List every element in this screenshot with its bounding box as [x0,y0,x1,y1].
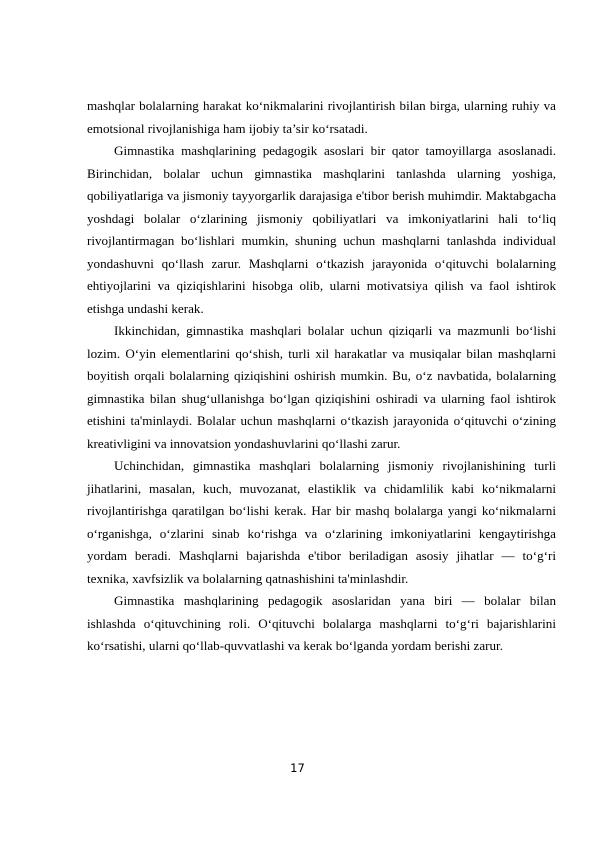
paragraph-continuation: mashqlar bolalarning harakat ko‘nikmalarini rivojlantirish bilan birga, ularning ruhiy va emotsional rivojlanishiga ham ijobiy ta’sir ko‘rsatadi. [87,98,556,136]
paragraph: Gimnastika mashqlarining pedagogik asoslari bir qator tamoyillarga asoslanadi. Birinchidan, bolalar uchun gimnastika mashqlarini tanlashda ularning yoshiga, qobiliyatlariga va jismoniy tayyorgarlik darajasiga e'tibor berish muhimdir. Maktabgacha yoshdagi bolalar o‘zlarining jismoniy qobiliyatlari va imkoniyatlarini hali to‘liq rivojlantirmagan bo‘lishlari mumkin, shuning uchun mashqlarni tanlashda individual yondashuvni qo‘llash zarur. Mashqlarni o‘tkazish jarayonida o‘qituvchi bolalarning ehtiyojlarini va qiziqishlarini hisobga olib, ularni motivatsiya qilish va faol ishtirok etishga undashi kerak. [87,143,556,316]
paragraph: Gimnastika mashqlarining pedagogik asoslaridan yana biri — bolalar bilan ishlashda o‘qituvchining roli. O‘qituvchi bolalarga mashqlarni to‘g‘ri bajarishlarini ko‘rsatishi, ularni qo‘llab-quvvatlashi va kerak bo‘lganda yordam berishi zarur. [87,593,556,653]
body-text [87,95,556,658]
page-number: 17 [290,761,305,775]
paragraph: Uchinchidan, gimnastika mashqlari bolalarning jismoniy rivojlanishining turli jihatlarini, masalan, kuch, muvozanat, elastiklik va chidamlilik kabi ko‘nikmalarni rivojlantirishga qaratilgan bo‘lishi kerak. Har bir mashq bolalarga yangi ko‘nikmalarni o‘rganishga, o‘zlarini sinab ko‘rishga va o‘zlarining imkoniyatlarini kengaytirishga yordam beradi. Mashqlarni bajarishda e'tibor beriladigan asosiy jihatlar — to‘g‘ri texnika, xavfsizlik va bolalarning qatnashishini ta'minlashdir. [87,458,556,586]
paragraph: Ikkinchidan, gimnastika mashqlari bolalar uchun qiziqarli va mazmunli bo‘lishi lozim. O‘yin elementlarini qo‘shish, turli xil harakatlar va musiqalar bilan mashqlarni boyitish orqali bolalarning qiziqishini oshirish mumkin. Bu, o‘z navbatida, bolalarning gimnastika bilan shug‘ullanishga bo‘lgan qiziqishini oshiradi va ularning faol ishtirok etishini ta'minlaydi. Bolalar uchun mashqlarni o‘tkazish jarayonida o‘qituvchi o‘zining kreativligini va innovatsion yondashuvlarini qo‘llashi zarur. [87,323,556,451]
